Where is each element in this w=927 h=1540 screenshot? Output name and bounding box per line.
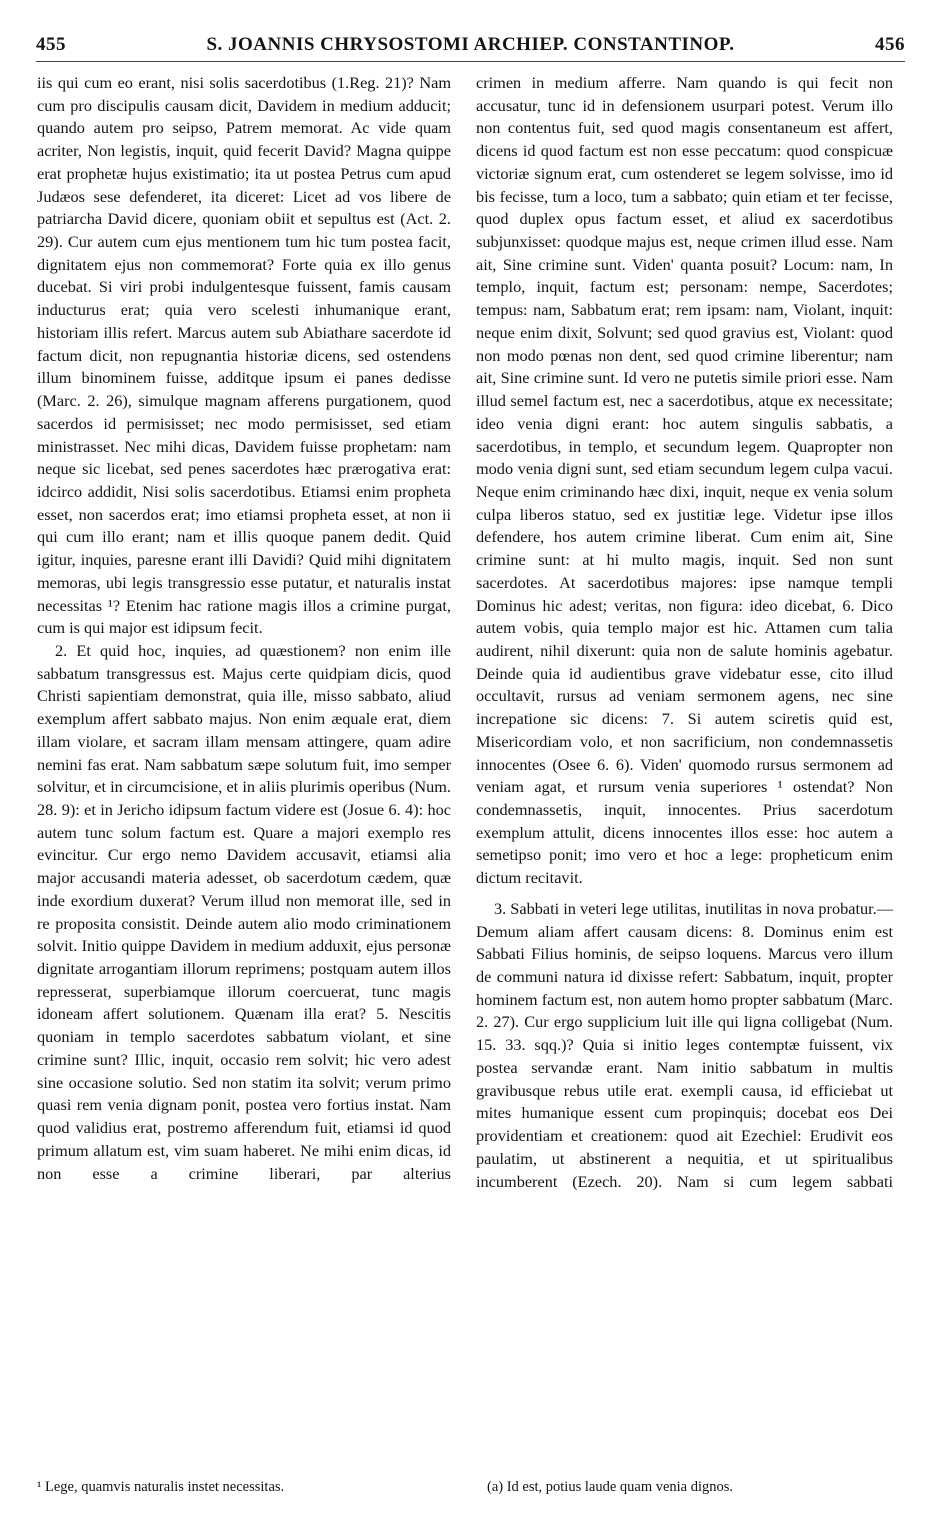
footnote-right: (a) Id est, potius laude quam venia dignos. xyxy=(487,1479,734,1495)
page-number-right: 456 xyxy=(875,34,905,55)
right-paragraph-2: 3. Sabbati in veteri lege utilitas, inutilitas in nova probatur.—Demum aliam affert causam dicens: 8. Dominus enim est Sabbati Filius hominis, de seipso loquens. Marcus vero illum de communi natura id dixisse refert: Sabbatum, inquit, propter hominem factum est, non autem homo propter sabbatum (Marc. 2. 27). Cur ergo supplicium luit ille qui ligna colligebat (Num. 15. 33. sqq.)? Quia si initio leges contemptæ fuissent, vix postea servandæ erant. Nam initio sabbatum in multis gravibusque rebus utile erat. exempli causa, id efficiebat ut mites humanique essent cum propinquis; docebat eos Dei providentiam et creationem: quod ait Ezechiel: Erudivit eos paulatim, ut abstinerent a nequitia, et ut spiritualibus incumberent (Ezech. 20). Nam si cum legem sabbati xyxy=(476,898,893,1191)
header-rule xyxy=(36,61,905,62)
right-paragraph-1: crimen in medium afferre. Nam quando is qui fecit non accusatur, tunc id in defensionem usurpari potest. Verum illo non contentus fuit, sed quod magis consentaneum est affert, dicens id quod factum est non esse peccatum: quod conspicuæ victoriæ signum erat, cum ostenderet se legem solvisse, imo id bis fecisse, tum a loco, tum a sabbato; quin etiam et ter fecisse, quod duplex opus factum esset, et aliud ex sacerdotibus subjunxisset: quodque majus est, neque crimen illud esse. Nam ait, Sine crimine sunt. Viden' quanta posuit? Locum: nam, In templo, inquit, factum est; personam: nempe, Sacerdotes; tempus: nam, Sabbatum erat; rem ipsam: nam, Violant, inquit: neque enim dixit, Solvunt; sed quod gravius est, Violant: quod non modo pœnas non dent, sed quod crimine liberentur; nam ait, Sine crimine sunt. Id vero ne putetis simile priori esse. Nam illud semel factum est, nec a sacerdotibus, atque ex necessitate; ideo venia digni erant: hoc autem singulis sabbatis, a sacerdotibus, in templo, et secundum legem. Quapropter non modo venia digni sunt, sed etiam secundum legem culpa vacui. Neque enim criminando hæc dixi, inquit, neque ex venia solum culpa liberos statuo, sed ex justitiæ lege. Videtur ipse illos defendere, hos autem crimine liberat. Cum enim ait, Sine crimine sunt: at hi multo magis, inquit. Sed non sunt sacerdotes. At sacerdotibus majores: ipse namque templi Dominus hic adest; veritas, non figura: ideo dicebat, 6. Dico autem vobis, quia templo major est hic. Attamen cum talia audirent, nihil dixerunt: quia non de salute hominis agebatur. Deinde quia id audientibus grave videbatur esse, cito illud occultavit, rursus ad veniam sermonem agens, nec sine increpatione sic dicens: 7. Si autem sciretis quid est, Misericordiam volo, et non sacrificium, non condemnassetis innocentes (Osee 6. 6). Viden' quomodo rursus sermonem ad veniam agat, et rursum venia superiores ¹ ostendat? Non condemnassetis, inquit, innocentes. Prius sacerdotum exemplum attulit, dicens innocentes illos esse: hoc autem a semetipso ponit; imo vero et hoc a lege: propheticum enim dictum recitavit. xyxy=(476,73,893,888)
left-paragraph-1: iis qui cum eo erant, nisi solis sacerdotibus (1.Reg. 21)? Nam cum pro discipulis causam dicit, Davidem in medium adducit; quando autem pro seipso, Patrem memorat. Ac vide quam acriter, Non legistis, inquit, quid fecerit David? Magna quippe erat prophetæ hujus existimatio; ita ut postea Petrus cum apud Judæos sese defenderet, ita diceret: Licet ad vos libere de patriarcha David dicere, quoniam obiit et sepultus est (Act. 2. 29). Cur autem cum ejus mentionem tum hic tum postea facit, dignitatem ejus non commemorat? Forte quia ex illo genus ducebat. Si viri probi indulgentesque fuissent, famis causam inducturus erat; quia vero scelesti inhumanique erant, historiam illis refert. Marcus autem sub Abiathare sacerdote id factum dicit, non repugnantia historiæ dicens, sed ostendens illum binominem fuisse, additque ipsum ei panes dedisse (Marc. 2. 26), simulque magnam afferens purgationem, quod sacerdos id permisisset; nec modo permisisset, sed etiam ministrasset. Nec mihi dicas, Davidem fuisse prophetam: nam neque sic licebat, sed penes sacerdotes hæc prærogativa erat: idcirco addidit, Nisi solis sacerdotibus. Etiamsi enim propheta esset, non sacerdos erat; imo etiamsi propheta esset, at non ii qui cum illo erant; nam et illis quoque panem dedit. Quid igitur, inquies, paresne erant illi Davidi? Quid mihi dignitatem memoras, ubi legis transgressio esse putatur, et naturalis instat necessitas ¹? Etenim hac ratione magis illos a crimine purgat, cum is qui major est idipsum fecit. xyxy=(37,73,451,638)
right-column xyxy=(476,72,893,1193)
running-header xyxy=(36,34,905,64)
running-title: S. JOANNIS CHRYSOSTOMI ARCHIEP. CONSTANTINOP. xyxy=(206,34,735,55)
left-column xyxy=(37,72,451,1185)
page-number-left: 455 xyxy=(36,34,66,55)
left-paragraph-2: 2. Et quid hoc, inquies, ad quæstionem? non enim ille sabbatum transgressus est. Majus certe quidpiam dicis, quod Christi sapientiam demonstrat, quia ille, misso sabbato, aliud exemplum affert sabbato majus. Non enim æquale erat, diem illam violare, et sacram illam mensam attingere, quam adire nemini fas erat. Nam sabbatum sæpe solutum fuit, imo semper solvitur, et in circumcisione, et in aliis plurimis operibus (Num. 28. 9): et in Jericho idipsum factum videre est (Josue 6. 4): hoc autem tunc solum factum est. Quare a majori exemplo res evincitur. Cur ergo nemo Davidem accusavit, etiamsi alia major accusandi materia adesset, ob sacerdotum cædem, quæ inde exordium duxerat? Verum illud non memorat ille, sed in re proposita consistit. Deinde autem alio modo criminationem solvit. Initio quippe Davidem in medium adduxit, ejus personæ dignitate arrogantiam illorum reprimens; postquam autem illos represserat, superbiamque illorum coercuerat, tunc magis idoneam affert solutionem. Quænam illa erat? 5. Nescitis quoniam in templo sacerdotes sabbatum violant, et sine crimine sunt? Illic, inquit, occasio rem solvit; hic vero adest sine occasione solutio. Sed non statim ita solvit; verum primo quasi rem venia dignam ponit, postea vero fortius instat. Nam quod validius erat, postremo afferendum fuit, etiamsi id quod primum allatum est, vim suam haberet. Ne mihi enim dicas, id non esse a crimine liberari, par alterius xyxy=(37,640,451,1183)
footnote-left: ¹ Lege, quamvis naturalis instet necessitas. xyxy=(37,1479,285,1495)
